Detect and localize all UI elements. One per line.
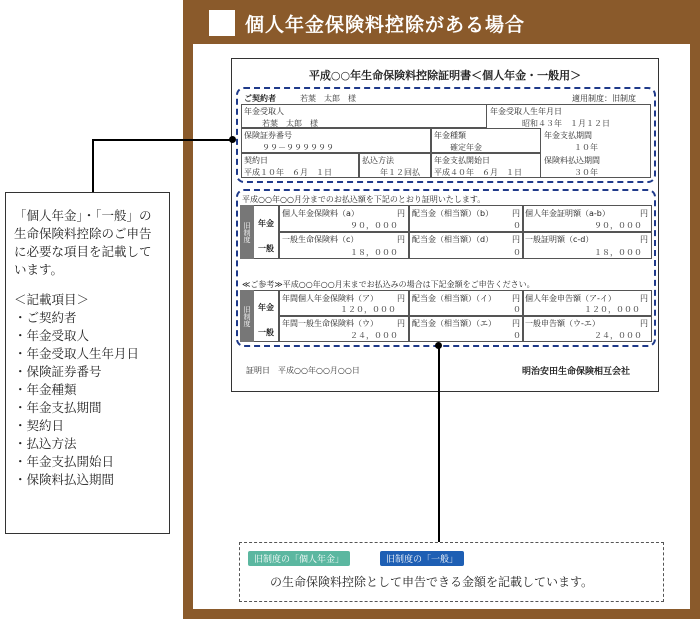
frame <box>183 0 700 619</box>
birth-label: 年金受取人生年月日 <box>490 107 562 116</box>
t2-pension-premium-label: 年間個人年金保険料（ア） <box>282 294 378 303</box>
list-item: ・払込方法 <box>14 436 77 451</box>
list-item: ・年金種類 <box>14 382 77 397</box>
t1-pension-cert-value: ９０，０００ <box>594 221 642 230</box>
yen-label: 円 <box>512 319 520 328</box>
divider <box>522 290 524 342</box>
yen-label: 円 <box>512 235 520 244</box>
premium-period-value: ３０年 <box>574 168 598 177</box>
connector-line <box>92 139 94 193</box>
proof-note: 平成○○年○○月分までのお払込額を下記のとおり証明いたします。 <box>242 195 486 204</box>
policy-no-value: ９９－９９９９９９ <box>262 143 334 152</box>
page-title: 個人年金保険料控除がある場合 <box>245 13 526 36</box>
t1-dividend-value-1: ０ <box>513 221 521 230</box>
system-label: 適用制度：旧制度 <box>572 94 636 103</box>
pay-method-value: 年１２回払 <box>380 168 420 177</box>
connector-line <box>438 346 440 542</box>
yen-label: 円 <box>640 294 648 303</box>
date-label: 証明日 <box>246 366 270 375</box>
t1-general-cert-label: 一般証明額（c-d） <box>525 235 594 244</box>
pill-old-general: 旧制度の「一般」 <box>380 551 464 566</box>
t2-dividend-value-2: ０ <box>513 331 521 340</box>
t2-general-decl-label: 一般申告額（ウ-エ） <box>525 319 600 328</box>
t2-dividend-value-1: ０ <box>513 305 521 314</box>
old-system-tag-1: 旧制度 <box>240 205 254 259</box>
list-item: ・年金支払期間 <box>14 400 102 415</box>
t2-general-premium-label: 年間一般生命保険料（ウ） <box>282 319 378 328</box>
list-item: ・年金受取人生年月日 <box>14 346 140 361</box>
t1-general-premium-label: 一般生命保険料（c） <box>282 235 359 244</box>
callout-list <box>14 309 161 489</box>
contractor-value: 若葉 太郎 様 <box>300 94 356 103</box>
company-name: 明治安田生命保険相互会社 <box>522 367 631 377</box>
t1-pension-premium-value: ９０，０００ <box>350 221 398 230</box>
divider <box>408 290 410 342</box>
pension-type-label: 年金種類 <box>434 131 466 140</box>
t2-general-decl-value: ２４，０００ <box>594 331 642 340</box>
recipient-value: 若葉 太郎 様 <box>262 119 318 128</box>
callout-intro: 「個人年金」・「一般」の生命保険料控除のご申告に必要な項目を記載しています。 <box>14 208 152 277</box>
yen-label: 円 <box>640 235 648 244</box>
contract-date-value: 平成１０年 ６月 １日 <box>244 168 332 177</box>
t2-general-premium-value: ２４，０００ <box>350 331 398 340</box>
t2-dividend-label-1: 配当金（相当額）（イ） <box>412 294 496 303</box>
list-item: ・保険料払込期間 <box>14 472 115 487</box>
reference-note: ≪ご参考≫平成○○年○○月末までお払込みの場合は下記金額をご申告ください。 <box>242 280 535 289</box>
inner-panel <box>193 44 690 609</box>
pay-method-label: 払込方法 <box>362 156 394 165</box>
t1-pension-cert-label: 個人年金証明額（a-b） <box>525 209 610 218</box>
list-item: ・ご契約者 <box>14 310 77 325</box>
callout-box <box>5 192 170 534</box>
t2-pension-decl-value: １２０，０００ <box>584 305 640 314</box>
list-item: ・契約日 <box>14 418 65 433</box>
start-date-value: 平成４０年 ６月 １日 <box>434 168 522 177</box>
connector-dot <box>229 136 236 143</box>
connector-line <box>92 139 232 141</box>
old-system-tag-2: 旧制度 <box>240 290 254 342</box>
white-square-icon <box>209 10 235 36</box>
yen-label: 円 <box>512 209 520 218</box>
t2-pension-decl-label: 個人年金申告額（ア-イ） <box>525 294 616 303</box>
callout-heading: ＜記載項目＞ <box>14 292 90 307</box>
contract-date-label: 契約日 <box>244 156 268 165</box>
yen-label: 円 <box>397 319 405 328</box>
list-item: ・年金支払開始日 <box>14 454 115 469</box>
t1-dividend-value-2: ０ <box>513 248 521 257</box>
t1-pension-premium-label: 個人年金保険料（a） <box>282 209 359 218</box>
payment-period-label: 年金支払期間 <box>544 131 592 140</box>
certificate-title: 平成○○年生命保険料控除証明書＜個人年金・一般用＞ <box>308 69 582 82</box>
row-general-1: 一般 <box>258 244 274 253</box>
divider <box>408 205 410 259</box>
note-box <box>239 542 664 602</box>
contractor-label: ご契約者 <box>244 94 276 103</box>
payment-period-value: １０年 <box>574 143 598 152</box>
t2-pension-premium-value: １２０，０００ <box>340 305 396 314</box>
list-item: ・保険証券番号 <box>14 364 102 379</box>
start-date-label: 年金支払開始日 <box>434 156 490 165</box>
list-item: ・年金受取人 <box>14 328 90 343</box>
t2-dividend-label-2: 配当金（相当額）（エ） <box>412 319 496 328</box>
row-pension-1: 年金 <box>258 219 274 228</box>
t1-dividend-label-1: 配当金（相当額）（b） <box>412 209 494 218</box>
pension-type-value: 確定年金 <box>450 143 482 152</box>
divider <box>522 205 524 259</box>
recipient-label: 年金受取人 <box>244 107 284 116</box>
note-text: の生命保険料控除として申告できる金額を記載しています。 <box>270 575 594 589</box>
divider <box>278 231 652 233</box>
divider <box>278 315 652 317</box>
t1-general-cert-value: １８，０００ <box>594 248 642 257</box>
yen-label: 円 <box>512 294 520 303</box>
yen-label: 円 <box>640 209 648 218</box>
policy-no-label: 保険証券番号 <box>244 131 292 140</box>
t1-general-premium-value: １８，０００ <box>350 248 398 257</box>
connector-dot <box>435 342 442 349</box>
frame-title <box>209 8 525 38</box>
birth-value: 昭和４３年 １月１２日 <box>522 119 610 128</box>
yen-label: 円 <box>397 209 405 218</box>
yen-label: 円 <box>397 235 405 244</box>
row-pension-2: 年金 <box>258 303 274 312</box>
premium-period-label: 保険料払込期間 <box>544 156 600 165</box>
yen-label: 円 <box>397 294 405 303</box>
row-general-2: 一般 <box>258 328 274 337</box>
yen-label: 円 <box>640 319 648 328</box>
date-value: 平成○○年○○月○○日 <box>278 366 360 375</box>
t1-dividend-label-2: 配当金（相当額）（d） <box>412 235 494 244</box>
certificate-document <box>231 58 659 392</box>
pill-old-pension: 旧制度の「個人年金」 <box>248 551 350 566</box>
